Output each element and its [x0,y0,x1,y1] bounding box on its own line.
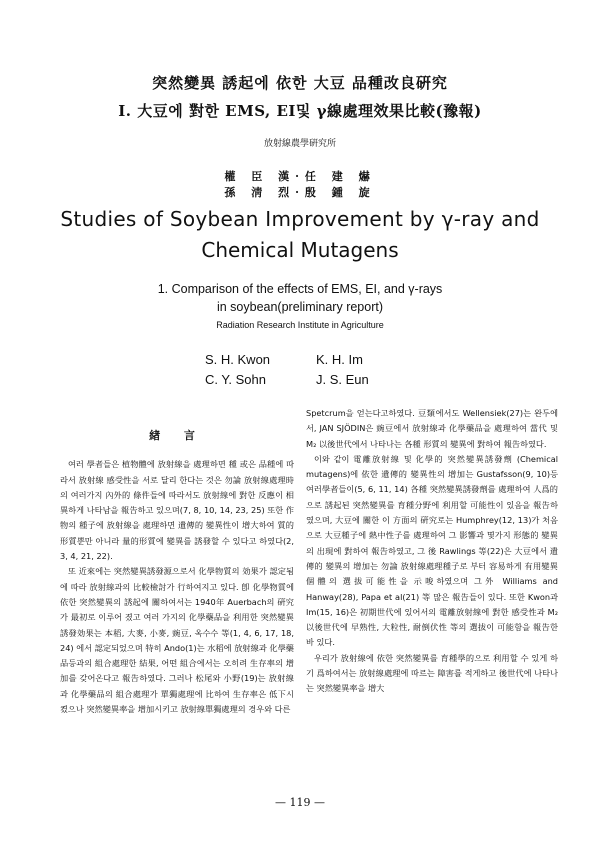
right-paragraph-1: Spetcrum을 얻는다고하였다. 豆類에서도 Wellensiek(27)는 완두에서, JAN SJÖDIN은 豌豆에서 放射線과 化學藥品을 處理하여 當代 및 M₂ 以後世代에서 나타나는 各種 形質의 變異에 對하여 報告하였다. [306,408,558,449]
english-title-line1: Studies of Soybean Improvement by γ-ray and [60,207,540,231]
author-kwon: S. H. Kwon [205,352,271,367]
left-paragraph-1: 여러 學者들은 植物體에 放射線을 處理하면 種 或은 品種에 따라서 放射線 感受性을 서로 달리 한다는 것은 勿論 放射線處理時의 여러가지 內外的 條件들에 따라서도 放射線에 對한 反應이 相異하게 나타남을 報告하고 있으며(7, 8, 10, 14, 23, 25) 또한 作物의 種子에 放射線을 處理하면 遺傳的 變異性이 增大하여 質的形質뿐만 아니라 量的形質에 變異를 誘發할 수 있다고 하였다(2, 3, 4, 21, 22). [60,459,294,562]
page-number: — 119 — [275,796,325,809]
right-paragraph-3: 우리가 放射線에 依한 突然變異를 育種學的으로 利用할 수 있게 하기 爲하여서는 放射線處理에 따르는 障害를 적게하고 後世代에 나타나는 突然變異率을 增大 [306,652,558,694]
english-title-line2: Chemical Mutagens [201,238,399,262]
english-subtitle-line1: 1. Comparison of the effects of EMS, EI, and γ-rays [157,282,443,296]
author-sohn: C. Y. Sohn [205,372,266,387]
author-im: K. H. Im [316,352,363,367]
left-paragraph-2: 또 近來에는 突然變異誘發源으로서 化學物質의 効果가 認定됨에 따라 放射線과의 比較檢討가 行하여지고 있다. 卽 化學物質에 依한 突然變異의 誘起에 關하여서는 1940年 Auerbach의 硏究가 最初로 이루어 졌고 여러 가지의 化學藥品을 利用한 突然變異誘發効果는 本稻, 大麥, 小麥, 豌豆, 옥수수 等(1, 4, 6, 17, 18, 24) 에서 認定되었으며 特히 Ando(1)는 水稻에 放射線과 化學藥品등과의 組合處理한 結果, 어떤 組合에서는 오히려 生存率의 增加를 갖어온다고 報告하였다. 그러나 松尾와 小野(19)는 放射線과 化學藥品의 組合處理가 單獨處理에 比하여 生存率은 低下시켰으나 突然變異率을 增加시키고 放射線單獨處理의 경우와 다른 [60,566,294,715]
right-paragraph-2: 이와 같이 電離放射線 및 化學的 突然變異誘發劑 (Chemical mutagens)에 依한 遺傳的 變異性의 增加는 Gustafsson(9, 10)등 여러學者들이(5, 6, 11, 14) 各種 突然變異誘發劑를 處理하여 人爲的으로 誘起된 突然變異를 育種分野에 利用할 可能性이 있음을 報告하였으며, 大豆에 關한 이 方面의 硏究로는 Humphrey(12, 13)가 처음으로 大豆種子에 熱中性子를 處理하여 그 影響과 몇가지 形態的 變異의 出現에 對하여 報告하였고, 그 後 Rawlings 等(22)은 大豆에서 遺傳的 變異의 增加는 勿論 放射線處理種子로 부터 容易하게 有用變異個體의 選拔可能性을 示唆하였으며 그外 Williams and Hanway(28), Papa et al(21) 等 많은 報告들이 있다. 또한 Kwon과 Im(15, 16)은 初期世代에 있어서의 電離放射線에 對한 感受性과 M₂ 以後世代에 早熟性, 大粒性, 耐倒伏性 等의 選拔이 可能함을 報告한 바 있다. [306,453,558,648]
korean-title-line2: I. 大豆에 對한 EMS, EI및 γ線處理效果比較(豫報) [118,102,482,120]
english-subtitle-line2: in soybean(preliminary report) [216,300,384,314]
author-eun: J. S. Eun [316,372,369,387]
right-column [306,406,558,697]
section-heading-introduction: 緖 言 [149,429,205,442]
korean-affiliation: 放射線農學硏究所 [263,139,336,149]
left-column [60,418,294,717]
korean-authors-line1: 權 臣 漢·任 建 爀 [224,170,376,183]
korean-authors-line2: 孫 淸 烈·殷 鍾 旋 [224,186,376,199]
korean-title-line1: 突然變異 誘起에 依한 大豆 品種改良硏究 [152,74,448,92]
english-affiliation: Radiation Research Institute in Agriculture [216,320,384,330]
